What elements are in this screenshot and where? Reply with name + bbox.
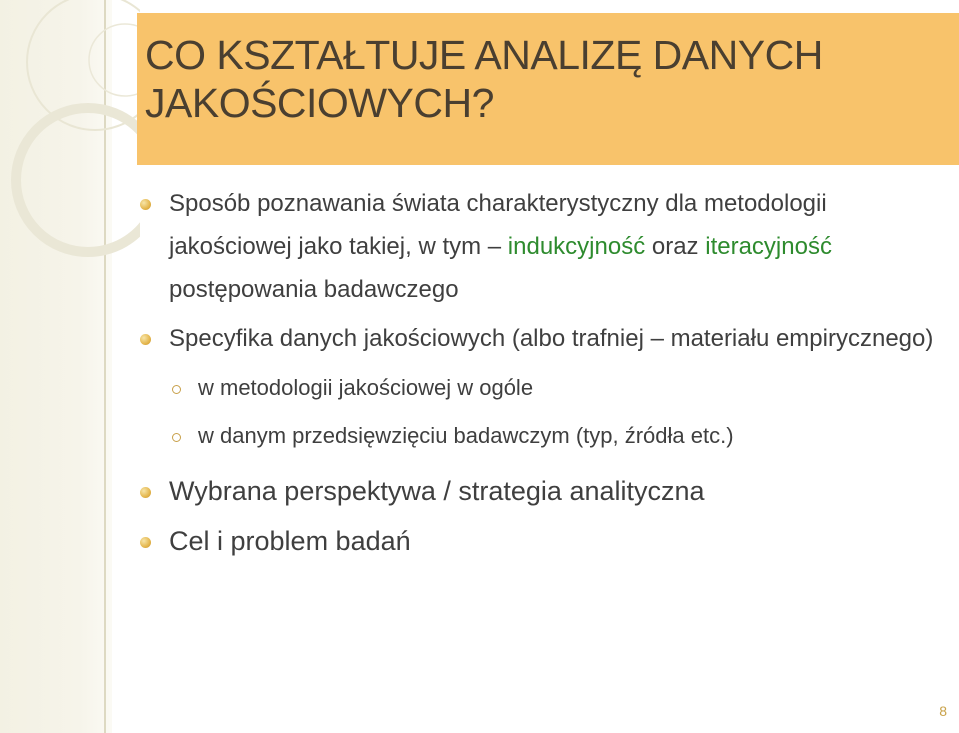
slide-content — [140, 182, 945, 563]
bullet-text-part: Sposób poznawania świata charakterystyczny dla metodologii jakościowej jako takiej, w tym – — [169, 190, 827, 260]
bullet-dot-icon — [140, 487, 151, 498]
highlight-indukcyjnosc: indukcyjność — [507, 233, 646, 260]
bullet-text: Wybrana perspektywa / strategia analityczna — [169, 476, 705, 506]
bullet-cel-i-problem — [140, 520, 945, 563]
sub-bullet-text: w metodologii jakościowej w ogóle — [198, 375, 534, 400]
highlight-iteracyjnosc: iteracyjność — [705, 233, 832, 260]
bullet-text: Cel i problem badań — [169, 526, 411, 556]
bullet-text — [169, 190, 832, 303]
ring-bullet-icon — [172, 433, 181, 442]
bullet-sposob-poznawania — [140, 182, 945, 311]
bullet-text-part: postępowania badawczego — [169, 276, 459, 303]
bullet-text: Specyfika danych jakościowych (albo trafniej – materiału empirycznego) — [169, 325, 934, 352]
bullet-specyfika-danych — [140, 317, 945, 360]
page-number: 8 — [939, 703, 947, 719]
bullet-text-part: oraz — [645, 233, 706, 260]
ring-bullet-icon — [172, 385, 181, 394]
bullet-dot-icon — [140, 334, 151, 345]
sub-bullet — [140, 364, 945, 412]
sub-bullet — [140, 412, 945, 460]
bullet-dot-icon — [140, 537, 151, 548]
sub-bullet-text: w danym przedsięwzięciu badawczym (typ, źródła etc.) — [198, 423, 734, 448]
bullet-dot-icon — [140, 199, 151, 210]
bullet-wybrana-perspektywa — [140, 470, 945, 513]
slide-title: CO KSZTAŁTUJE ANALIZĘ DANYCH JAKOŚCIOWYCH? — [145, 32, 823, 126]
decorative-circles — [0, 0, 140, 300]
